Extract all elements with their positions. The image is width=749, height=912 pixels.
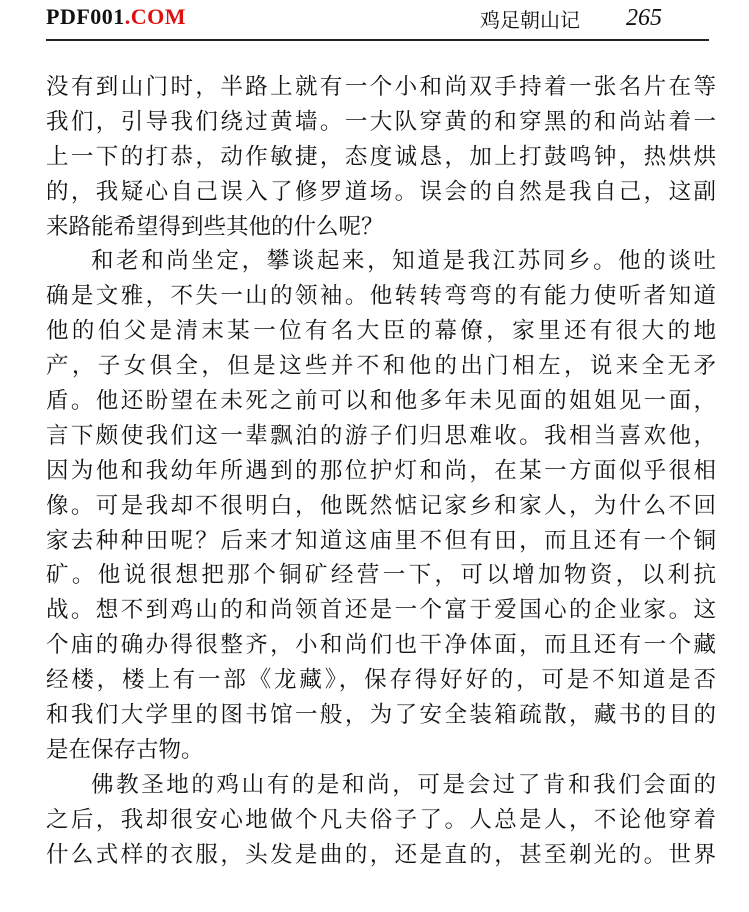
text-line: 确是文雅，不失一山的领袖。他转转弯弯的有能力使听者知道 bbox=[46, 283, 716, 310]
body-text bbox=[46, 70, 716, 872]
text-line: 言下颇使我们这一辈飘泊的游子们归思难收。我相当喜欢他， bbox=[46, 422, 716, 449]
page-number: 265 bbox=[626, 5, 662, 31]
page-header bbox=[0, 0, 749, 50]
text-line: 个庙的确办得很整齐，小和尚们也干净体面，而且还有一个藏 bbox=[46, 632, 716, 659]
text-line: 来路能希望得到些其他的什么呢？ bbox=[46, 213, 384, 240]
text-line: 什么式样的衣服，头发是曲的，还是直的，甚至剃光的。世界 bbox=[46, 841, 716, 868]
text-line: 之后，我却很安心地做个凡夫俗子了。人总是人，不论他穿着 bbox=[46, 806, 716, 833]
text-line: 像。可是我却不很明白，他既然惦记家乡和家人，为什么不回 bbox=[46, 492, 716, 519]
text-line: 家去种种田呢？后来才知道这庙里不但有田，而且还有一个铜 bbox=[46, 527, 716, 554]
header-rule bbox=[46, 39, 709, 41]
text-line: 是在保存古物。 bbox=[46, 736, 204, 763]
text-line: 上一下的打恭，动作敏捷，态度诚恳，加上打鼓鸣钟，热烘烘 bbox=[46, 143, 716, 170]
text-line: 盾。他还盼望在未死之前可以和他多年未见面的姐姐见一面， bbox=[46, 388, 716, 415]
text-line: 产，子女俱全，但是这些并不和他的出门相左，说来全无矛 bbox=[46, 353, 716, 380]
text-line: 矿。他说很想把那个铜矿经营一下，可以增加物资，以利抗 bbox=[46, 562, 716, 589]
paragraph-first-line: 佛教圣地的鸡山有的是和尚，可是会过了肯和我们会面的 bbox=[91, 771, 716, 798]
text-line: 经楼，楼上有一部《龙藏》，保存得好好的，可是不知道是否 bbox=[46, 667, 716, 694]
watermark-main: PDF001 bbox=[46, 4, 125, 29]
text-line: 战。想不到鸡山的和尚领首还是一个富于爱国心的企业家。这 bbox=[46, 597, 716, 624]
text-line: 没有到山门时，半路上就有一个小和尚双手持着一张名片在等 bbox=[46, 74, 716, 100]
watermark-dot: . bbox=[124, 4, 131, 29]
watermark-logo bbox=[46, 4, 186, 30]
running-head: 鸡足朝山记 bbox=[480, 8, 580, 32]
text-line: 的，我疑心自己误入了修罗道场。误会的自然是我自己，这副 bbox=[46, 178, 716, 205]
text-line: 因为他和我幼年所遇到的那位护灯和尚，在某一方面似乎很相 bbox=[46, 457, 716, 484]
paragraph-first-line: 和老和尚坐定，攀谈起来，知道是我江苏同乡。他的谈吐 bbox=[91, 248, 716, 275]
text-line: 和我们大学里的图书馆一般，为了安全装箱疏散，藏书的目的 bbox=[46, 702, 716, 729]
text-line: 他的伯父是清末某一位有名大臣的幕僚，家里还有很大的地 bbox=[46, 318, 716, 345]
watermark-tld: COM bbox=[130, 4, 187, 29]
text-line: 我们，引导我们绕过黄墙。一大队穿黄的和穿黑的和尚站着一 bbox=[46, 108, 716, 135]
